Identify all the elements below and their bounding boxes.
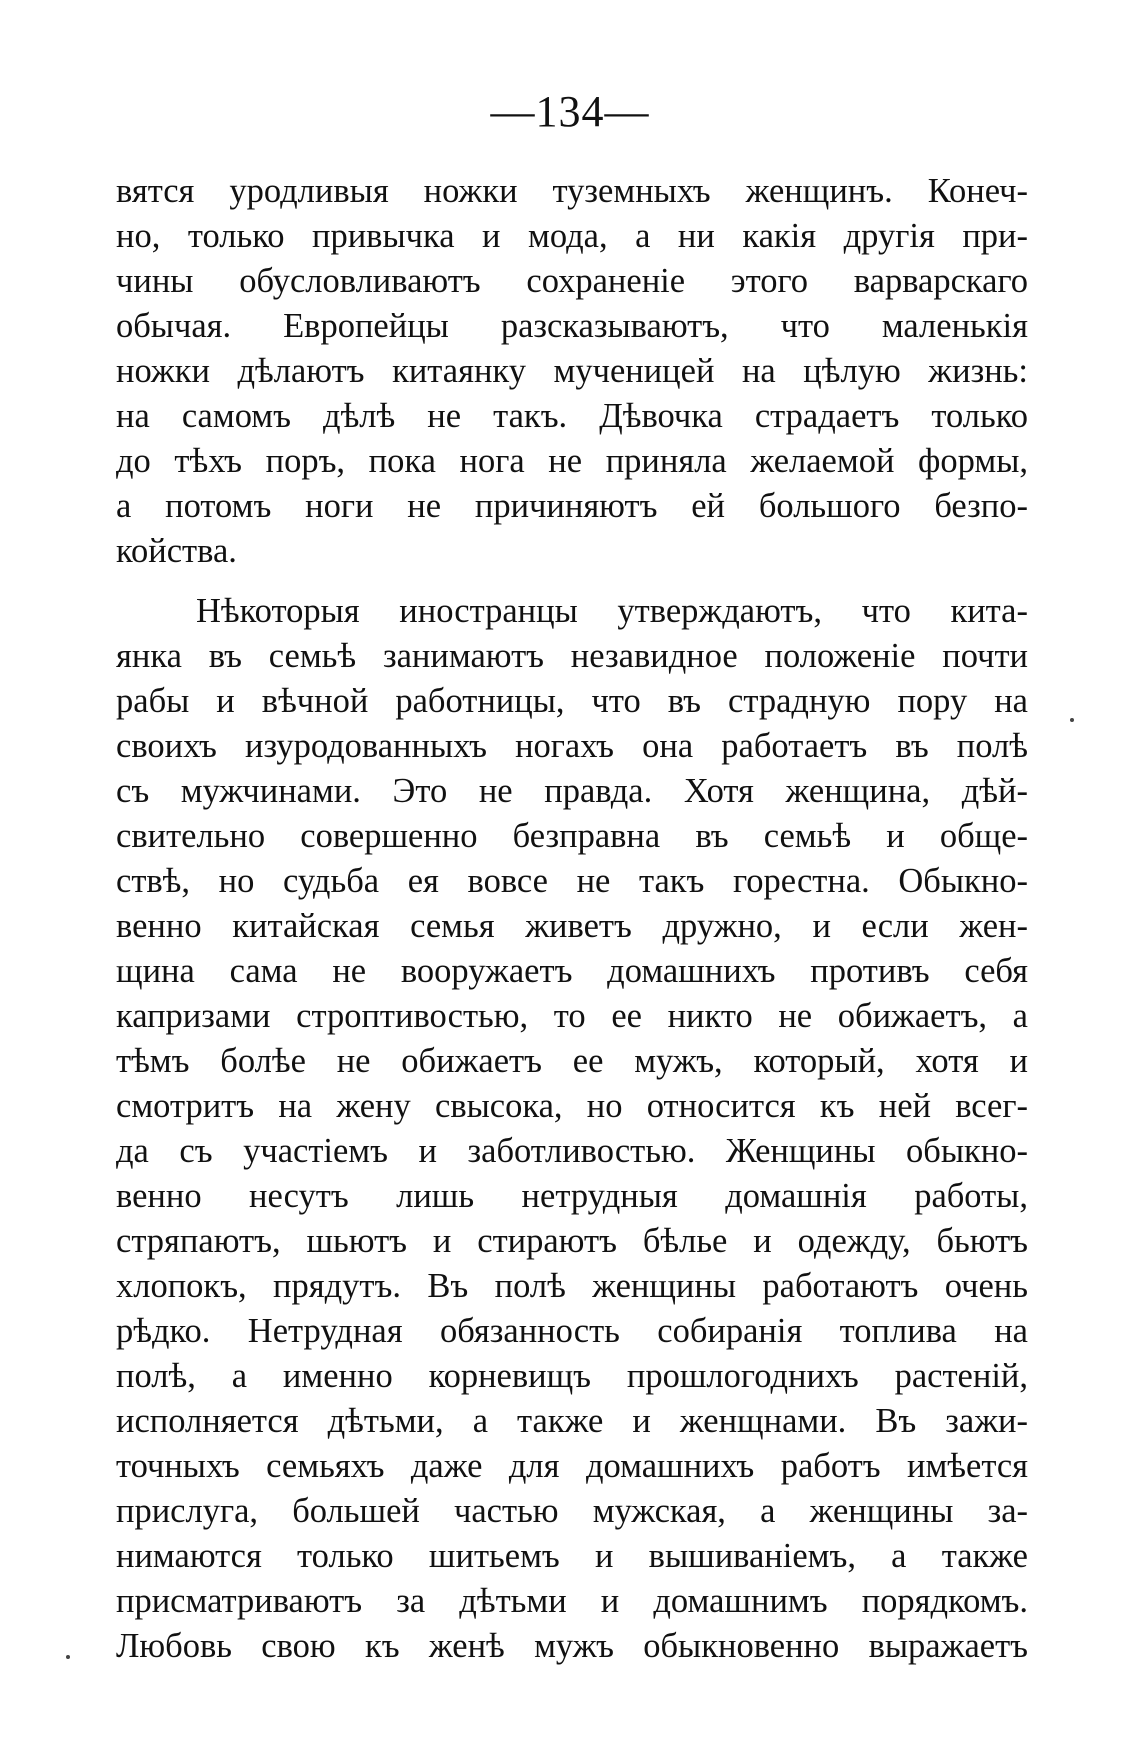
text-line: на самомъ дѣлѣ не такъ. Дѣвочка страдаетъ только	[116, 397, 1028, 435]
text-line: рѣдко. Нетрудная обязанность собиранія топлива на	[116, 1312, 1028, 1350]
text-line: а потомъ ноги не причиняютъ ей большого безпо-	[116, 487, 1028, 525]
text-line: до тѣхъ поръ, пока нога не приняла желаемой формы,	[116, 442, 1028, 480]
text-line: венно китайская семья живетъ дружно, и если жен-	[116, 907, 1028, 945]
page-number: —134—	[490, 87, 650, 136]
text-line: своихъ изуродованныхъ ногахъ она работаетъ въ полѣ	[116, 727, 1028, 765]
text-line: да съ участіемъ и заботливостью. Женщины обыкно-	[116, 1132, 1028, 1170]
text-line: вятся уродливыя ножки туземныхъ женщинъ. Конеч-	[116, 172, 1028, 210]
text-line: смотритъ на жену свысока, но относится къ ней всег-	[116, 1087, 1028, 1125]
text-line: прислуга, большей частью мужская, а женщины за-	[116, 1492, 1028, 1530]
text-line: стряпаютъ, шьютъ и стираютъ бѣлье и одежду, бьютъ	[116, 1222, 1028, 1260]
text-line: капризами строптивостью, то ее никто не обижаетъ, а	[116, 997, 1028, 1035]
text-line: точныхъ семьяхъ даже для домашнихъ работъ имѣется	[116, 1447, 1028, 1485]
print-speck	[66, 1655, 70, 1659]
text-line: свительно совершенно безправна въ семьѣ и обще-	[116, 817, 1028, 855]
text-line: хлопокъ, прядутъ. Въ полѣ женщины работаютъ очень	[116, 1267, 1028, 1305]
text-line: нимаются только шитьемъ и вышиваніемъ, а также	[116, 1537, 1028, 1575]
text-line: съ мужчинами. Это не правда. Хотя женщина, дѣй-	[116, 772, 1028, 810]
text-line: исполняется дѣтьми, а также и женщнами. Въ зажи-	[116, 1402, 1028, 1440]
text-line: но, только привычка и мода, а ни какія другія при-	[116, 217, 1028, 255]
print-speck	[1070, 718, 1074, 722]
text-line: тѣмъ болѣе не обижаетъ ее мужъ, который, хотя и	[116, 1042, 1028, 1080]
text-line: Любовь свою къ женѣ мужъ обыкновенно выражаетъ	[116, 1627, 1028, 1665]
text-line: щина сама не вооружаетъ домашнихъ противъ себя	[116, 952, 1028, 990]
paragraph-1	[116, 169, 1028, 574]
text-line: ствѣ, но судьба ея вовсе не такъ горестна. Обыкно-	[116, 862, 1028, 900]
text-line: чины обусловливаютъ сохраненіе этого варварскаго	[116, 262, 1028, 300]
text-line: янка въ семьѣ занимаютъ незавидное положеніе почти	[116, 637, 1028, 675]
paragraph-2	[116, 589, 1028, 1669]
text-line: койства.	[116, 532, 237, 570]
text-line: присматриваютъ за дѣтьми и домашнимъ порядкомъ.	[116, 1582, 1028, 1620]
text-line: Нѣкоторыя иностранцы утверждаютъ, что кита-	[196, 592, 1028, 630]
text-line: ножки дѣлаютъ китаянку мученицей на цѣлую жизнь:	[116, 352, 1028, 390]
text-line: обычая. Европейцы разсказываютъ, что маленькія	[116, 307, 1028, 345]
text-line: полѣ, а именно корневищъ прошлогоднихъ растеній,	[116, 1357, 1028, 1395]
text-line: венно несутъ лишь нетрудныя домашнія работы,	[116, 1177, 1028, 1215]
text-line: рабы и вѣчной работницы, что въ страдную пору на	[116, 682, 1028, 720]
